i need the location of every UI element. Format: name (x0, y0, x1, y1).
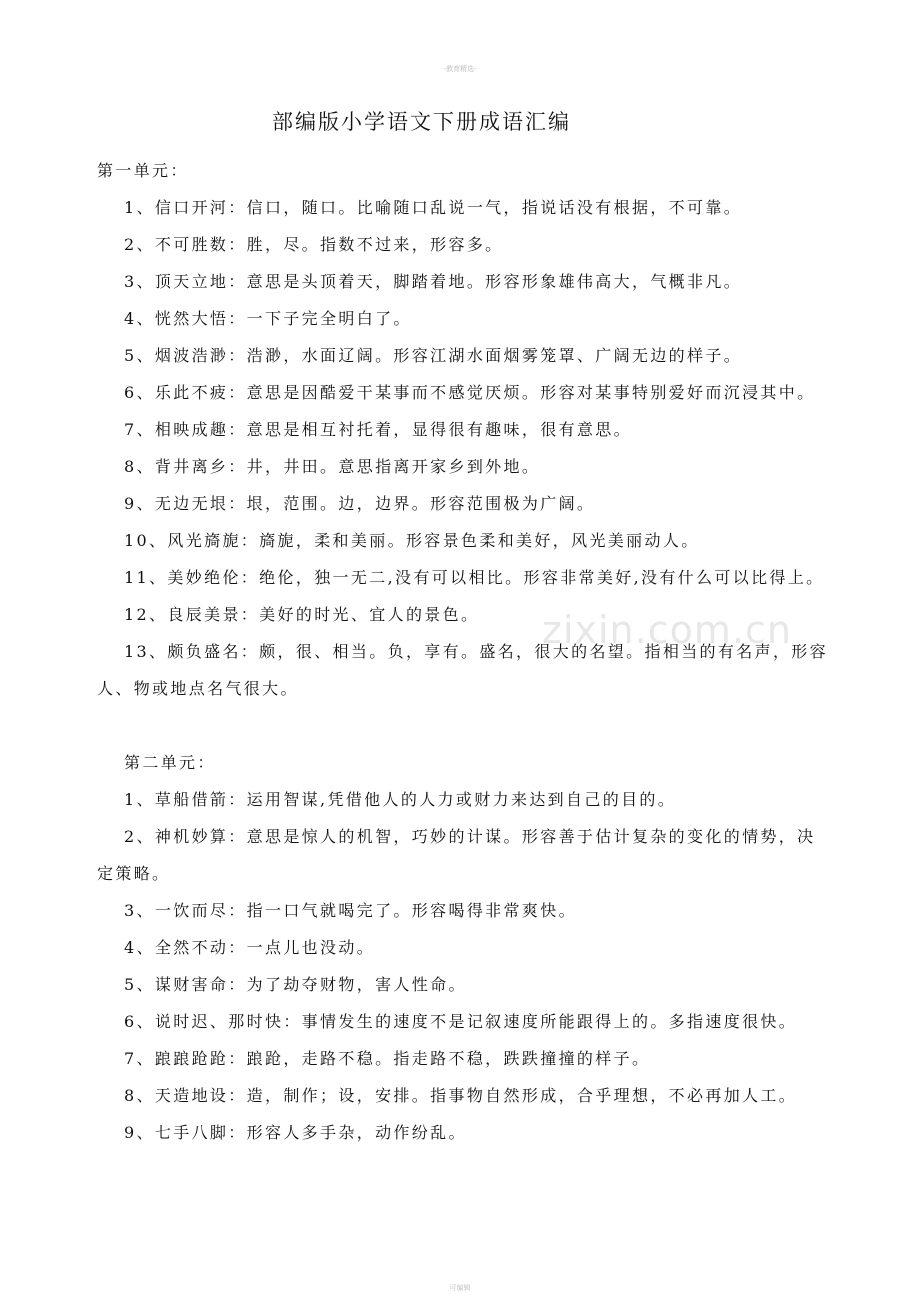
unit-heading: 第一单元： (97, 161, 189, 180)
idiom-item: 2、不可胜数：胜，尽。指数不过来，形容多。 (124, 235, 504, 254)
unit-heading: 第二单元： (124, 753, 216, 772)
idiom-item: 10、风光旖旎：旖旎，柔和美丽。形容景色柔和美好，风光美丽动人。 (124, 531, 700, 550)
idiom-item-continuation: 人、物或地点名气很大。 (97, 679, 299, 698)
idiom-item: 4、恍然大悟：一下子完全明白了。 (124, 309, 412, 328)
idiom-item: 7、踉踉跄跄：踉跄，走路不稳。指走路不稳，跌跌撞撞的样子。 (124, 1049, 651, 1068)
idiom-item: 11、美妙绝伦：绝伦，独一无二,没有可以相比。形容非常美好,没有什么可以比得上。 (124, 568, 825, 587)
document-title: 部编版小学语文下册成语汇编 (272, 110, 571, 134)
idiom-item: 5、烟波浩渺：浩渺，水面辽阔。形容江湖水面烟雾笼罩、广阔无边的样子。 (124, 346, 743, 365)
idiom-item: 6、乐此不疲：意思是因酷爱干某事而不感觉厌烦。形容对某事特别爱好而沉浸其中。 (124, 383, 816, 402)
idiom-item: 13、颇负盛名：颇，很、相当。负，享有。盛名，很大的名望。指相当的有名声，形容 (124, 642, 829, 661)
idiom-item: 6、说时迟、那时快：事情发生的速度不是记叙速度所能跟得上的。多指速度很快。 (124, 1012, 798, 1031)
idiom-item: 3、顶天立地：意思是头顶着天，脚踏着地。形容形象雄伟高大，气概非凡。 (124, 272, 743, 291)
header-mark: -教育精选- (443, 65, 477, 73)
idiom-item: 9、无边无垠：垠，范围。边，边界。形容范围极为广阔。 (124, 494, 596, 513)
blank-line (97, 707, 837, 744)
idiom-item: 3、一饮而尽：指一口气就喝完了。形容喝得非常爽快。 (124, 901, 577, 920)
footer-mark: 可编辑 (449, 1284, 471, 1292)
idiom-item: 1、信口开河：信口，随口。比喻随口乱说一气，指说话没有根据，不可靠。 (124, 198, 743, 217)
idiom-item: 4、全然不动：一点儿也没动。 (124, 938, 376, 957)
idiom-item: 2、神机妙算：意思是惊人的机智，巧妙的计谋。形容善于估计复杂的变化的情势，决 (124, 827, 816, 846)
idiom-item: 8、天造地设：造，制作；设，安排。指事物自然形成，合乎理想，不必再加人工。 (124, 1086, 798, 1105)
idiom-item: 9、七手八脚：形容人多手杂，动作纷乱。 (124, 1123, 467, 1142)
idiom-item: 5、谋财害命：为了劫夺财物，害人性命。 (124, 975, 467, 994)
idiom-item: 8、背井离乡：井，井田。意思指离开家乡到外地。 (124, 457, 541, 476)
document-body (97, 152, 837, 1151)
idiom-item: 12、良辰美景：美好的时光、宜人的景色。 (124, 605, 480, 624)
watermark: zixin.com.cn (542, 608, 792, 652)
idiom-item: 1、草船借箭：运用智谋,凭借他人的人力或财力来达到自己的目的。 (124, 790, 677, 809)
idiom-item-continuation: 定策略。 (97, 864, 171, 883)
idiom-item: 7、相映成趣：意思是相互衬托着，显得很有趣味，很有意思。 (124, 420, 632, 439)
